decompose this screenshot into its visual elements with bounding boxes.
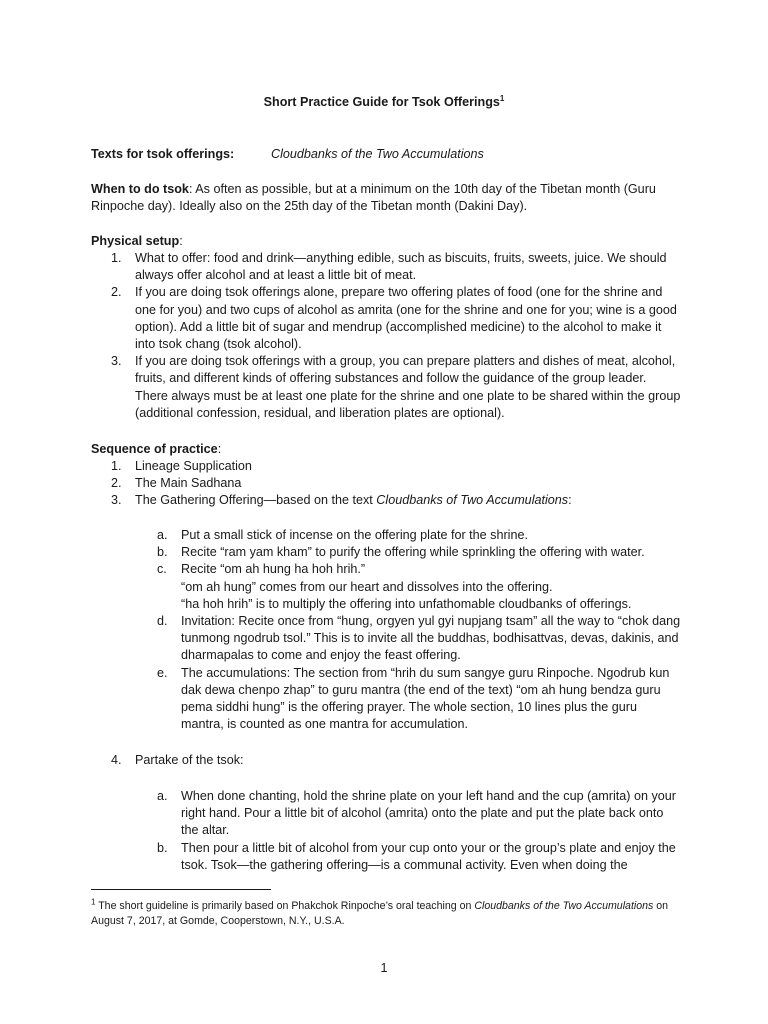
list-item: b. Then pour a little bit of alcohol from your cup onto your or the group’s plate and enjoy the tsok. Tsok—the gathering offering—is a communal activity. Even when doing the: [157, 840, 676, 872]
list-item: d. Invitation: Recite once from “hung, orgyen yul gyi nupjang tsam” all the way to “chok dang tunmong ngodrub tsol.” This is to invite all the buddhas, bodhisattvas, devas, dakinis, and dharmapalas to come and enjoy the feast offering.: [157, 614, 681, 663]
sequence-heading: Sequence of practice:: [91, 442, 222, 456]
list-item: 3. The Gathering Offering—based on the text Cloudbanks of Two Accumulations:: [111, 493, 572, 508]
sequence-list: [91, 458, 681, 510]
list-item: 1. What to offer: food and drink—anything edible, such as biscuits, fruits, sweets, juice. We should always offer alcohol and at least a little bit of meat.: [111, 251, 667, 283]
texts-row: [91, 146, 681, 163]
texts-value: Cloudbanks of the Two Accumulations: [271, 147, 484, 161]
partake-substeps: [91, 788, 681, 874]
footnote: $^1$ The short guideline is primarily based on Phakchok Rinpoche’s oral teaching on Cloudbanks of the Two Accumulations on August 7, 2017, at Gomde, Cooperstown, N.Y., U.S.A.: [91, 897, 669, 927]
footnote-ref: 1: [499, 93, 505, 103]
footnote-divider: [91, 889, 271, 890]
physical-setup-list: [91, 250, 681, 422]
when-label: When to do tsok: [91, 182, 189, 196]
list-item: b. Recite “ram yam kham” to purify the offering while sprinkling the offering with water.: [157, 545, 645, 560]
list-item: a. When done chanting, hold the shrine plate on your left hand and the cup (amrita) on your right hand. Pour a little bit of alcohol (amrita) onto the plate and put the plate back onto the altar.: [157, 789, 676, 838]
texts-label: Texts for tsok offerings:: [91, 147, 235, 161]
when-paragraph: [91, 181, 681, 215]
gathering-offering-steps: [91, 527, 681, 733]
list-item: e. The accumulations: The section from “hrih du sum sangye guru Rinpoche. Ngodrub kun dak dewa chenpo zhap” to guru mantra (the end of the text) “om ah hung bendza guru pema siddhi hung” is the offering prayer. The whole section, 10 lines plus the guru mantra, is counted as one mantra for accumulation.: [157, 665, 670, 732]
page-title: Short Practice Guide for Tsok Offerings$^1$: [263, 93, 505, 109]
page-number: 1: [380, 961, 388, 975]
list-item: 1. Lineage Supplication: [111, 459, 252, 473]
list-item: 4. Partake of the tsok:: [111, 753, 244, 767]
list-item: 3. If you are doing tsok offerings with a group, you can prepare platters and dishes of meat, alcohol, fruits, and different kinds of offering substances and follow the guidance of the group leader. There always must be at least one plate for the shrine and one plate to be shared within the group (additional confession, residual, and liberation plates are optional).: [111, 354, 681, 420]
list-item: 2. If you are doing tsok offerings alone, prepare two offering plates of food (one for the shrine and one for you) and two cups of alcohol as amrita (one for the shrine and one for you; wine is a good option). Add a little bit of sugar and mendrup (accomplished medicine) to the alcohol to make it into tsok chang (tsok alcohol).: [111, 285, 677, 352]
list-item: c. Recite “om ah hung ha hoh hrih.” “om ah hung” comes from our heart and dissolves into the offering. “ha hoh hrih” is to multiply the offering into unfathomable cloudbanks of offerings.: [157, 562, 632, 611]
physical-setup-heading: Physical setup:: [91, 234, 183, 248]
list-item: a. Put a small stick of incense on the offering plate for the shrine.: [157, 528, 528, 542]
list-item: 2. The Main Sadhana: [111, 476, 242, 491]
partake-step: [91, 752, 681, 769]
when-text: : As often as possible, but at a minimum on the 10th day of the Tibetan month (Guru Rinpoche day). Ideally also on the 25th day of the Tibetan month (Dakini Day).: [91, 182, 656, 214]
